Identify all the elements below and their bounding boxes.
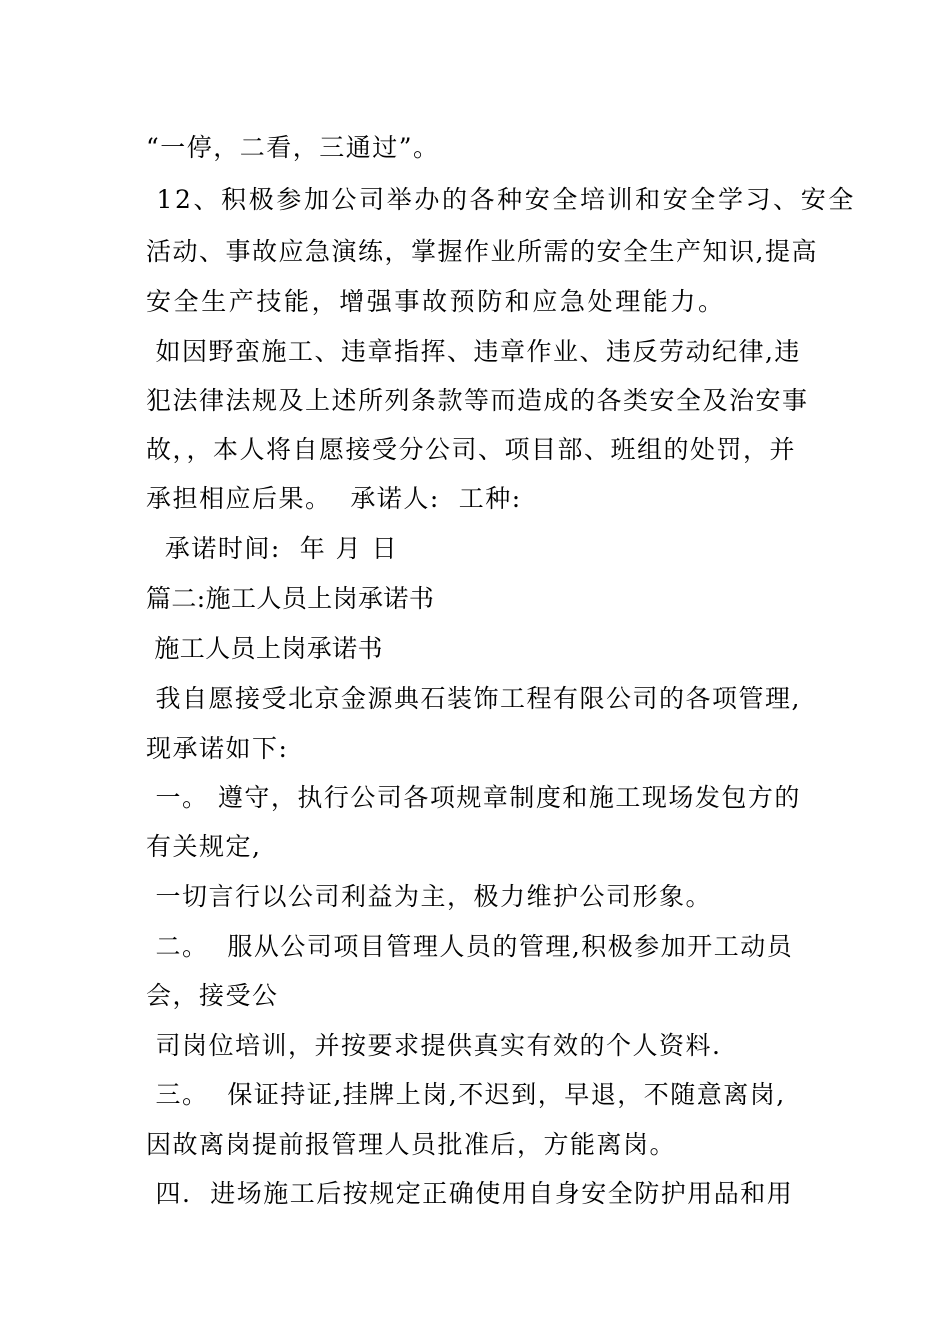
text-line-16: 一切言行以公司利益为主，极力维护公司形象。 — [146, 882, 712, 911]
text-line-9: 承诺时间: 年 月 日 — [146, 534, 399, 563]
text-line-13: 现承诺如下: — [146, 734, 289, 763]
text-line-18: 会，接受公 — [146, 981, 279, 1010]
text-line-4: 安全生产技能，增强事故预防和应急处理能力。 — [146, 287, 726, 316]
text-line-11: 施工人员上岗承诺书 — [146, 634, 383, 663]
text-line-8: 承担相应后果。 承诺人: 工种: — [146, 484, 522, 513]
text-line-15: 有关规定, — [146, 832, 262, 861]
text-line-19: 司岗位培训，并按要求提供真实有效的个人资料. — [146, 1031, 722, 1060]
text-line-6: 犯法律法规及上述所列条款等而造成的各类安全及治安事 — [146, 386, 809, 415]
text-line-22: 四. 进场施工后按规定正确使用自身安全防护用品和用 — [146, 1179, 794, 1208]
text-line-7: 故，，本人将自愿接受分公司、项目部、班组的处罚，并 — [146, 435, 797, 464]
text-line-12: 我自愿接受北京金源典石装饰工程有限公司的各项管理, — [146, 684, 801, 713]
text-line-2: 12、积极参加公司举办的各种安全培训和安全学习、安全 — [146, 185, 856, 214]
text-line-14: 一。 遵守，执行公司各项规章制度和施工现场发包方的 — [146, 783, 801, 812]
text-line-20: 三。 保证持证,挂牌上岗,不迟到，早退，不随意离岗, — [146, 1080, 786, 1109]
text-line-1: “一停，二看，三通过”。 — [146, 133, 440, 162]
text-line-21: 因故离岗提前报管理人员批准后，方能离岗。 — [146, 1130, 677, 1159]
text-line-3: 活动、事故应急演练，掌握作业所需的安全生产知识,提高 — [146, 237, 818, 266]
text-line-10: 篇二:施工人员上岗承诺书 — [146, 584, 435, 613]
text-line-17: 二。 服从公司项目管理人员的管理,积极参加开工动员 — [146, 932, 794, 961]
text-line-5: 如因野蛮施工、违章指挥、违章作业、违反劳动纪律,违 — [146, 337, 801, 366]
